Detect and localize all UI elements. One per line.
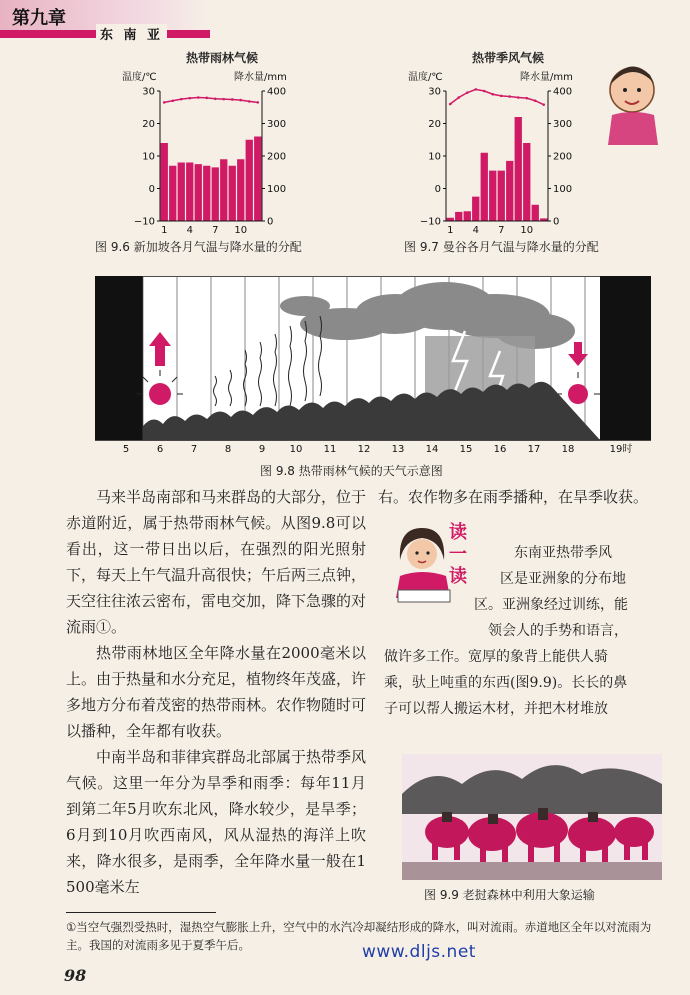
chart1-temp-point-12 [256, 101, 259, 104]
chart2-temp-point-2 [457, 96, 460, 99]
reading-short-lines [500, 540, 672, 592]
chart1-temp-point-3 [180, 98, 183, 101]
fig98-caption: 图 9.8 热带雨林气候的天气示意图 [260, 464, 443, 478]
chart2-bar-8 [506, 161, 513, 221]
paragraph-1: 马来半岛南部和马来群岛的大部分，位于赤道附近，属于热带雨林气候。从图9.8可以看出，这一带日出以后，在强烈的阳光照射下，每天上午气温升高很快；午后两三点钟，天空往往浓云密布，雷电交加，降下急骤的对流雨①。 [66, 488, 367, 636]
hour-label-16: 16 [493, 444, 507, 455]
chart2-bangkok-climate [406, 66, 606, 236]
chart1-rtick-label: 100 [267, 184, 287, 195]
chart2-bar-11 [532, 205, 539, 221]
chart1-bar-9 [229, 166, 236, 221]
hour-label-18: 18 [561, 444, 575, 455]
chart1-xtick-label: 1 [161, 225, 168, 236]
chart2-temp-point-8 [508, 95, 511, 98]
fig97-caption: 图 9.7 曼谷各月气温与降水量的分配 [404, 240, 599, 254]
chart1-temp-point-7 [214, 98, 217, 101]
chart2-temp-point-7 [500, 95, 503, 98]
chart2-bar-6 [489, 171, 496, 221]
chart2-ltick-label: 10 [428, 151, 441, 163]
chart2-bar-10 [523, 143, 530, 221]
chart1-bar-4 [186, 163, 193, 222]
reading-line-4: 领会人的手势和语言， [488, 623, 628, 639]
reading-tag [448, 522, 468, 588]
chart1-bar-6 [203, 166, 210, 221]
chart2-title: 热带季风气候 [472, 51, 545, 65]
hour-label-8: 8 [224, 444, 232, 455]
chart2-rtick-label: 400 [553, 86, 573, 98]
chapter-title: 第九章 [12, 8, 66, 29]
chart1-temp-point-2 [171, 99, 174, 102]
chart2-ltick-label: 20 [428, 119, 441, 130]
chart1-temp-point-11 [248, 100, 251, 103]
fig99-caption: 图 9.9 老挝森林中利用大象运输 [424, 888, 595, 902]
section-title: 东 南 亚 [96, 24, 167, 43]
reading-line-3: 区。亚洲象经过训练，能 [474, 597, 628, 613]
chart1-ylabel-right: 降水量/mm [234, 72, 287, 83]
reading-full-lines [384, 644, 674, 722]
reading-line-1: 东南亚热带季风 [514, 545, 612, 561]
reading-line-6: 乘，驮上吨重的东西(图9.9)。长长的鼻 [384, 675, 628, 691]
chart2-temp-point-3 [466, 91, 469, 94]
chart1-rtick-label: 400 [267, 86, 287, 98]
hour-label-7: 7 [190, 444, 198, 455]
hour-label-5: 5 [122, 444, 130, 455]
chart2-ltick-label: 30 [428, 86, 441, 98]
chart2-xtick-label: 7 [498, 225, 505, 236]
page-number: 98 [64, 966, 87, 985]
reading-line-5: 做许多工作。宽厚的象背上能供人骑 [384, 649, 608, 665]
chart2-bar-7 [498, 171, 505, 221]
hour-label-14: 14 [425, 444, 439, 455]
hour-label-15: 15 [459, 444, 473, 455]
chart2-temp-point-6 [491, 93, 494, 96]
chart1-bar-8 [220, 159, 227, 221]
chart1-rtick-label: 300 [267, 119, 287, 130]
chart2-temp-point-5 [483, 90, 486, 93]
chart1-bar-7 [212, 167, 219, 221]
chart2-temp-point-10 [525, 97, 528, 100]
chart1-ltick-label: −10 [133, 216, 155, 228]
footnote-rule [66, 912, 216, 913]
chart1-bar-5 [195, 164, 202, 221]
chart2-bar-9 [515, 117, 522, 221]
reading-line-7: 子可以帮人搬运木材，并把木材堆放 [384, 701, 608, 717]
night-block-left [95, 276, 143, 440]
chart2-xtick-label: 10 [520, 225, 534, 236]
hour-label-17: 17 [527, 444, 541, 455]
chart1-temperature-line [164, 98, 258, 103]
chart1-bar-3 [178, 163, 185, 222]
chart2-bar-4 [472, 197, 479, 221]
reading-line-2: 区是亚洲象的分布地 [500, 571, 626, 587]
chart2-temp-point-12 [542, 103, 545, 106]
right-continuation: 右。农作物多在雨季播种，在旱季收获。 [378, 488, 649, 506]
chart1-bar-2 [169, 166, 176, 221]
chart1-bar-10 [237, 159, 244, 221]
night-block-right [600, 276, 651, 440]
chart1-temp-point-10 [239, 99, 242, 102]
chart1-xtick-label: 4 [186, 225, 193, 236]
chart2-temp-point-9 [517, 96, 520, 99]
paragraph-2: 热带雨林地区全年降水量在2000毫米以上。由于热量和水分充足，植物终年茂盛，许多地方分布着茂密的热带雨林。农作物随时可以播种，全年都有收获。 [66, 644, 367, 740]
hour-label-13: 13 [391, 444, 405, 455]
chart1-ltick-label: 10 [142, 151, 155, 163]
chart1-xtick-label: 10 [234, 225, 248, 236]
chart1-bar-12 [254, 137, 261, 222]
hour-axis [123, 442, 633, 455]
chart1-temp-point-8 [222, 98, 225, 101]
footnote-text: ①当空气强烈受热时，湿热空气膨胀上升，空气中的水汽冷却凝结形成的降水，叫对流雨。赤道地区全年以对流雨为主。我国的对流雨多见于夏季午后。 [66, 920, 652, 952]
chart1-bar-1 [161, 143, 168, 221]
chart1-temp-point-4 [188, 97, 191, 100]
chart1-temp-point-5 [197, 96, 200, 99]
chart1-ylabel-left: 温度/℃ [122, 72, 157, 83]
hour-label-9: 9 [258, 444, 266, 455]
reading-short-lines-b [474, 592, 674, 644]
chart2-ylabel-right: 降水量/mm [520, 72, 573, 83]
chart2-bar-2 [455, 212, 462, 221]
chart1-singapore-climate [120, 66, 320, 236]
chart1-bar-11 [246, 140, 253, 221]
chart2-temperature-line [450, 89, 544, 104]
chart1-title: 热带雨林气候 [186, 51, 259, 65]
chart2-temp-point-11 [534, 99, 537, 102]
chart1-temp-point-1 [163, 101, 166, 104]
chart2-bar-5 [481, 153, 488, 221]
elephant-transport-photo [402, 754, 662, 880]
chart2-rtick-label: 300 [553, 119, 573, 130]
paragraph-3: 中南半岛和菲律宾群岛北部属于热带季风气候。这里一年分为旱季和雨季：每年11月到第二年5月吹东北风，降水较少，是旱季；6月到10月吹西南风，风从湿热的海洋上吹来，降水很多，是雨季，全年降水量一般在1 500毫米左 [66, 748, 367, 896]
left-column-text [66, 484, 366, 900]
chart1-rtick-label: 200 [267, 151, 287, 163]
chart2-xtick-label: 1 [447, 225, 454, 236]
chart2-ltick-label: 0 [434, 184, 441, 195]
reading-tag-2: 一 [449, 544, 467, 565]
chart2-ltick-label: −10 [419, 216, 441, 228]
chart2-rtick-label: 200 [553, 151, 573, 163]
rainforest-weather-diagram [95, 276, 651, 456]
watermark-url: www.dljs.net [362, 942, 476, 962]
chart1-ltick-label: 0 [148, 184, 155, 195]
hour-label-end: 19时 [609, 444, 633, 455]
hour-label-12: 12 [357, 444, 371, 455]
chart2-xtick-label: 4 [472, 225, 479, 236]
chart1-xtick-label: 7 [212, 225, 219, 236]
chart2-ylabel-left: 温度/℃ [408, 72, 443, 83]
chart2-bar-3 [464, 211, 471, 221]
reading-tag-3: 读 [449, 566, 467, 587]
reading-tag-1: 读 [449, 522, 467, 543]
chart2-temp-point-4 [474, 88, 477, 91]
chart1-temp-point-6 [205, 97, 208, 100]
chart1-ltick-label: 20 [142, 119, 155, 130]
hour-label-11: 11 [323, 444, 337, 455]
chart2-rtick-label: 100 [553, 184, 573, 195]
chart2-rtick-label: 0 [553, 216, 560, 228]
chart1-ltick-label: 30 [142, 86, 155, 98]
hour-label-6: 6 [156, 444, 164, 455]
fig96-caption: 图 9.6 新加坡各月气温与降水量的分配 [95, 240, 302, 254]
hour-label-10: 10 [289, 444, 303, 455]
chart1-rtick-label: 0 [267, 216, 274, 228]
chart2-temp-point-1 [449, 103, 452, 106]
chart1-temp-point-9 [231, 98, 234, 101]
